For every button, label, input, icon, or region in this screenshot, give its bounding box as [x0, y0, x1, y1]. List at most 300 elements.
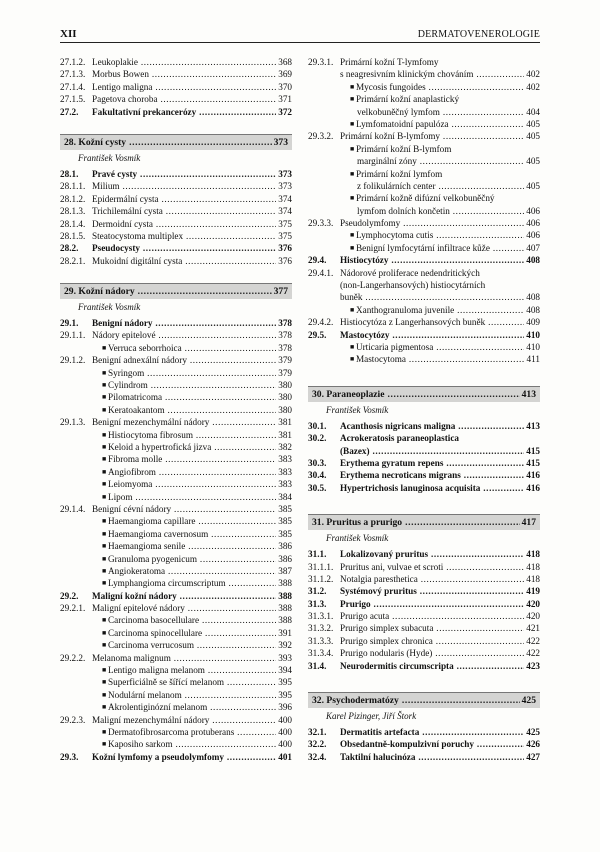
entry-title: ■ Lentigo maligna melanom ..... [102, 664, 276, 676]
toc-bullet-item [308, 118, 540, 130]
entry-page: 416 [526, 482, 540, 493]
toc-bullet-item [60, 689, 292, 701]
toc-bullet-item [60, 342, 292, 354]
toc-bullet-item [60, 453, 292, 465]
entry-title: Obsedantně-kompulzivní poruchy ..... [340, 738, 524, 750]
entry-title: Steatocystoma multiplex ..... [92, 230, 276, 242]
entry-number: 29.1.4. [60, 503, 86, 514]
toc-bullet-item [60, 664, 292, 676]
toc-entry [60, 205, 292, 217]
entry-title: velkobuněčný lymfom ..... [350, 106, 524, 118]
entry-title: Milium ..... [92, 180, 276, 192]
chapter-title: 31. Pruritus a prurigo ..... [312, 517, 520, 528]
entry-title: Prurigo acuta ..... [340, 610, 524, 622]
entry-page: 369 [278, 69, 292, 80]
chapter-title: 30. Paraneoplazie ..... [312, 389, 520, 400]
entry-title: Histiocytózy ..... [340, 254, 524, 266]
entry-title: Dermoidní cysta ..... [92, 218, 276, 230]
entry-page: 383 [278, 479, 292, 490]
entry-page: 392 [278, 640, 292, 651]
entry-number: 28.2. [60, 243, 79, 254]
entry-title: s neagresivním klinickým chováním ..... [340, 68, 524, 80]
toc-entry [308, 68, 540, 80]
chapter-page: 425 [521, 695, 536, 707]
chapter-heading [308, 514, 540, 530]
entry-number: 31.3.4. [308, 648, 334, 659]
entry-title: Pseudolymfomy ..... [340, 217, 524, 229]
entry-title: ■ Leiomyoma ..... [102, 478, 276, 490]
entry-title: marginální zóny ..... [350, 155, 524, 167]
entry-number: 29.3.1. [308, 57, 334, 67]
entry-number: 29.2.2. [60, 652, 86, 663]
entry-page: 405 [526, 180, 540, 191]
entry-page: 423 [526, 660, 540, 671]
entry-title: ■ Nodulární melanom ..... [102, 689, 276, 701]
entry-title: ■ Keloid a hypertrofická jizva ..... [102, 441, 276, 453]
entry-number: 31.3. [308, 598, 327, 609]
entry-page: 379 [278, 355, 292, 366]
entry-number: 28.1.3. [60, 206, 86, 217]
entry-title: ■ Kaposiho sarkom ..... [102, 738, 276, 750]
entry-title: Benigní mezenchymální nádory ..... [92, 416, 276, 428]
entry-title: Kožní lymfomy a pseudolymfomy ..... [92, 751, 276, 763]
entry-page: 421 [526, 623, 540, 634]
toc-entry [308, 598, 540, 610]
entry-number: 27.2. [60, 106, 79, 117]
entry-page: 378 [278, 318, 292, 329]
entry-page: 415 [526, 457, 540, 468]
entry-page: 407 [526, 242, 540, 253]
toc-entry [308, 469, 540, 481]
entry-title: Leukoplakie ..... [92, 56, 276, 68]
toc-entry [308, 217, 540, 229]
entry-number: 29.3.3. [308, 218, 334, 229]
toc-bullet-item [60, 614, 292, 626]
entry-number: 27.1.4. [60, 81, 86, 92]
entry-number: 29.1.3. [60, 417, 86, 428]
entry-page: 380 [278, 392, 292, 403]
toc-bullet-item [60, 379, 292, 391]
entry-page: 378 [278, 342, 292, 353]
toc-entry [60, 81, 292, 93]
entry-title: ■ Verruca seborrhoica ..... [102, 342, 276, 354]
entry-title: Maligní mezenchymální nádory ..... [92, 714, 276, 726]
entry-title: Lentigo maligna ..... [92, 81, 276, 93]
entry-page: 406 [526, 230, 540, 241]
entry-title: ■ Granuloma pyogenicum ..... [102, 553, 276, 565]
toc-bullet-item [308, 192, 540, 204]
toc-bullet-item [60, 491, 292, 503]
toc-entry [308, 56, 540, 68]
toc-entry [60, 416, 292, 428]
entry-title: Maligní kožní nádory ..... [92, 590, 276, 602]
chapter-page: 413 [521, 388, 536, 400]
entry-title: ■ Lymphangioma circumscriptum ..... [102, 577, 276, 589]
entry-number: 30.3. [308, 457, 327, 468]
entry-title: Nádorové proliferace nedendritických [340, 267, 480, 278]
chapter-authors: František Vosmík [78, 152, 141, 163]
entry-page: 400 [278, 726, 292, 737]
toc-bullet-item [60, 639, 292, 651]
entry-page: 416 [526, 470, 540, 481]
toc-bullet-item [60, 676, 292, 688]
entry-title: Hypertrichosis lanuginosa acquisita ..... [340, 482, 524, 494]
toc-bullet-item [60, 478, 292, 490]
entry-page: 378 [278, 330, 292, 341]
entry-title: Melanoma malignum ..... [92, 652, 276, 664]
entry-page: 402 [526, 69, 540, 80]
entry-title: ■ Carcinoma basocellulare ..... [102, 614, 276, 626]
entry-page: 418 [526, 573, 540, 584]
entry-number: 28.1.1. [60, 181, 86, 192]
toc-bullet-item [60, 404, 292, 416]
entry-title: ■ Fibroma molle ..... [102, 453, 276, 465]
entry-number: 29.2.3. [60, 714, 86, 725]
entry-page: 376 [278, 255, 292, 266]
toc-entry [308, 561, 540, 573]
toc-entry [60, 317, 292, 329]
entry-title: ■ Dermatofibrosarcoma protuberans ..... [102, 726, 276, 738]
entry-title: Pravé cysty ..... [92, 168, 276, 180]
entry-page: 383 [278, 466, 292, 477]
entry-title: Erythema necroticans migrans ..... [340, 469, 524, 481]
entry-title: Mastocytózy ..... [340, 329, 524, 341]
toc-bullet-item [60, 391, 292, 403]
toc-bullet-item [308, 304, 540, 316]
entry-number: 32.1. [308, 727, 327, 738]
toc-bullet-item [308, 341, 540, 353]
entry-title: Benigní cévní nádory ..... [92, 503, 276, 515]
entry-page: 381 [278, 429, 292, 440]
toc-bullet-item [60, 627, 292, 639]
toc-bullet-item [308, 242, 540, 254]
entry-number: 30.2. [308, 433, 327, 444]
entry-page: 406 [526, 218, 540, 229]
entry-number: 31.4. [308, 660, 327, 671]
entry-title: buněk ..... [340, 291, 524, 303]
entry-title: ■ Primární kožně difúzní velkobuněčný [350, 192, 538, 204]
toc-entry [308, 751, 540, 763]
entry-page: 418 [526, 561, 540, 572]
entry-title: ■ Urticaria pigmentosa ..... [350, 341, 524, 353]
entry-page: 427 [526, 751, 540, 762]
entry-number: 29.4.2. [308, 317, 334, 328]
toc-entry [308, 445, 540, 457]
entry-title: ■ Mycosis fungoides ..... [350, 81, 524, 93]
entry-title: Erythema gyratum repens ..... [340, 457, 524, 469]
entry-title: Systémový pruritus ..... [340, 585, 524, 597]
entry-title: Benigní adnexální nádory ..... [92, 354, 276, 366]
entry-title: Benigní nádory ..... [92, 317, 276, 329]
toc-entry [308, 573, 540, 585]
entry-title: ■ Haemangioma cavernosum ..... [102, 528, 276, 540]
toc-entry [308, 622, 540, 634]
entry-title: ■ Keratoakantom ..... [102, 404, 276, 416]
entry-title: ■ Akrolentiginózní melanom ..... [102, 701, 276, 713]
entry-number: 28.1.4. [60, 218, 86, 229]
toc-entry [60, 106, 292, 118]
entry-title: Prurigo simplex chronica ..... [340, 635, 524, 647]
entry-title: Nádory epitelové ..... [92, 329, 276, 341]
entry-page: 396 [278, 702, 292, 713]
entry-page: 385 [278, 528, 292, 539]
entry-page: 388 [278, 590, 292, 601]
toc-bullet-item [60, 429, 292, 441]
entry-number: 30.4. [308, 470, 327, 481]
entry-title: ■ Angiofibrom ..... [102, 466, 276, 478]
toc-bullet-item [60, 540, 292, 552]
toc-entry [308, 155, 540, 167]
toc-entry [60, 751, 292, 763]
entry-number: 31.3.1. [308, 611, 334, 622]
entry-page: 381 [278, 417, 292, 428]
entry-title: Maligní epitelové nádory ..... [92, 602, 276, 614]
entry-title: Epidermální cysta ..... [92, 193, 276, 205]
toc-bullet-item [60, 367, 292, 379]
entry-page: 394 [278, 665, 292, 676]
entry-title: ■ Carcinoma verrucosum ..... [102, 639, 276, 651]
entry-title: ■ Lymfomatoidní papulóza ..... [350, 118, 524, 130]
entry-title: Trichilemální cysta ..... [92, 205, 276, 217]
toc-bullet-item [60, 577, 292, 589]
toc-entry [60, 168, 292, 180]
entry-title: ■ Xanthogranuloma juvenile ..... [350, 304, 524, 316]
page-header [60, 28, 540, 43]
entry-title: ■ Angiokeratoma ..... [102, 565, 276, 577]
entry-page: 386 [278, 541, 292, 552]
toc-bullet-item [308, 143, 540, 155]
column-gap [308, 672, 540, 676]
toc-entry [308, 180, 540, 192]
entry-title: ■ Haemangioma senile ..... [102, 540, 276, 552]
entry-title: Acanthosis nigricans maligna ..... [340, 420, 524, 432]
entry-title: Dermatitis artefacta ..... [340, 726, 524, 738]
entry-title: Taktilní halucinóza ..... [340, 751, 524, 763]
toc-entry [60, 503, 292, 515]
entry-title: ■ Primární kožní anaplastický [350, 93, 538, 105]
entry-page: 395 [278, 677, 292, 688]
entry-number: 29.3.2. [308, 131, 334, 142]
entry-page: 373 [278, 181, 292, 192]
entry-title: (Bazex) ..... [340, 445, 524, 457]
toc-entry [60, 714, 292, 726]
toc-bullet-item [308, 353, 540, 365]
toc-entry [60, 180, 292, 192]
entry-number: 28.2.1. [60, 255, 86, 266]
entry-title: z folikulárních center ..... [350, 180, 524, 192]
entry-page: 404 [526, 106, 540, 117]
entry-number: 31.3.2. [308, 623, 334, 634]
chapter-authors: Karel Pizinger, Jiří Štork [326, 711, 417, 722]
entry-page: 420 [526, 598, 540, 609]
entry-page: 426 [526, 739, 540, 750]
toc-column-right [308, 56, 540, 763]
entry-page: 425 [526, 727, 540, 738]
entry-page: 382 [278, 441, 292, 452]
toc-entry [60, 68, 292, 80]
entry-number: 29.5. [308, 329, 327, 340]
entry-page: 400 [278, 739, 292, 750]
toc-entry [308, 610, 540, 622]
toc-entry [60, 652, 292, 664]
toc-entry [308, 329, 540, 341]
entry-title: ■ Lipom ..... [102, 491, 276, 503]
entry-number: 31.1.2. [308, 573, 334, 584]
toc-entry [308, 291, 540, 303]
entry-page: 406 [526, 205, 540, 216]
chapter-authors: František Vosmík [326, 533, 389, 544]
toc-entry [308, 254, 540, 266]
entry-title: ■ Histiocytoma fibrosum ..... [102, 429, 276, 441]
toc-entry [308, 660, 540, 672]
toc-entry [60, 193, 292, 205]
entry-page: 372 [278, 106, 292, 117]
entry-page: 374 [278, 206, 292, 217]
entry-title: (non-Langerhansových) histiocytárních [340, 280, 486, 291]
entry-title: Fakultativní prekancerózy ..... [92, 106, 276, 118]
entry-title: ■ Lymphocytoma cutis ..... [350, 229, 524, 241]
entry-page: 386 [278, 553, 292, 564]
entry-title: Primární kožní B-lymfomy ..... [340, 130, 524, 142]
entry-title: ■ Superficiálně se šířící melanom ..... [102, 676, 276, 688]
toc-bullet-item [60, 701, 292, 713]
entry-number: 29.3. [60, 751, 79, 762]
entry-page: 415 [526, 445, 540, 456]
entry-page: 408 [526, 304, 540, 315]
entry-number: 29.2. [60, 590, 79, 601]
entry-page: 401 [278, 751, 292, 762]
entry-page: 370 [278, 81, 292, 92]
toc-bullet-item [60, 515, 292, 527]
toc-bullet-item [308, 81, 540, 93]
entry-number: 31.1.1. [308, 561, 334, 572]
toc-entry [308, 130, 540, 142]
toc-bullet-item [60, 441, 292, 453]
entry-number: 29.4.1. [308, 267, 334, 278]
entry-number: 32.2. [308, 739, 327, 750]
toc-entry [60, 590, 292, 602]
entry-title: lymfom dolních končetin ..... [350, 205, 524, 217]
entry-page: 380 [278, 404, 292, 415]
entry-title: Neurodermitis circumscripta ..... [340, 660, 524, 672]
entry-title: Mukoidní digitální cysta ..... [92, 255, 276, 267]
entry-title: Primární kožní T-lymfomy [340, 57, 439, 67]
entry-page: 375 [278, 218, 292, 229]
toc-entry [60, 230, 292, 242]
entry-page: 405 [526, 156, 540, 167]
running-title: DERMATOVENEROLOGIE [417, 29, 540, 40]
chapter-page: 373 [273, 136, 288, 148]
entry-title: ■ Benigní lymfocytární infiltrace kůže ..... [350, 242, 524, 254]
toc-entry [308, 647, 540, 659]
toc-entry [60, 242, 292, 254]
toc-bullet-item [60, 738, 292, 750]
entry-page: 395 [278, 689, 292, 700]
toc-entry [308, 205, 540, 217]
toc-entry [308, 316, 540, 328]
entry-page: 410 [526, 341, 540, 352]
entry-page: 391 [278, 627, 292, 638]
toc-entry [308, 457, 540, 469]
entry-number: 31.1. [308, 549, 327, 560]
entry-page: 379 [278, 367, 292, 378]
chapter-title: 28. Kožní cysty ..... [64, 137, 272, 148]
entry-number: 27.1.2. [60, 57, 86, 67]
entry-page: 393 [278, 652, 292, 663]
entry-number: 32.4. [308, 751, 327, 762]
toc-entry [308, 482, 540, 494]
toc-entry [60, 329, 292, 341]
entry-number: 28.1.5. [60, 230, 86, 241]
entry-title: Prurigo simplex subacuta ..... [340, 622, 524, 634]
entry-page: 410 [526, 329, 540, 340]
entry-page: 402 [526, 81, 540, 92]
toc-bullet-item [308, 229, 540, 241]
chapter-authors: František Vosmík [326, 404, 389, 415]
chapter-title: 32. Psychodermatózy ..... [312, 695, 520, 706]
toc-entry [308, 420, 540, 432]
toc-bullet-item [60, 528, 292, 540]
entry-title: ■ Primární kožní lymfom [350, 168, 538, 180]
entry-title: Histiocytóza z Langerhansových buněk ..... [340, 316, 524, 328]
entry-number: 28.1.2. [60, 193, 86, 204]
chapter-heading [60, 283, 292, 299]
toc-entry [60, 255, 292, 267]
chapter-heading [308, 386, 540, 402]
entry-page: 368 [278, 57, 292, 67]
entry-page: 409 [526, 317, 540, 328]
entry-page: 420 [526, 611, 540, 622]
entry-title: Acrokeratosis paraneoplastica [340, 433, 460, 444]
entry-page: 419 [526, 586, 540, 597]
entry-page: 380 [278, 380, 292, 391]
toc-entry [60, 56, 292, 68]
entry-number: 29.1.1. [60, 330, 86, 341]
entry-number: 30.5. [308, 482, 327, 493]
entry-number: 28.1. [60, 168, 79, 179]
entry-title: Notalgia paresthetica ..... [340, 573, 524, 585]
chapter-heading [308, 692, 540, 708]
toc-bullet-item [60, 565, 292, 577]
toc-entry [308, 106, 540, 118]
chapter-page: 417 [521, 517, 536, 529]
toc-entry [308, 267, 540, 279]
toc-bullet-item [60, 726, 292, 738]
entry-title: Prurigo nodularis (Hyde) ..... [340, 647, 524, 659]
toc-entry [308, 635, 540, 647]
toc-entry [60, 93, 292, 105]
column-gap [308, 494, 540, 498]
chapter-title: 29. Kožní nádory ..... [64, 286, 272, 297]
entry-page: 405 [526, 118, 540, 129]
entry-page: 383 [278, 454, 292, 465]
entry-title: ■ Haemangioma capillare ..... [102, 515, 276, 527]
toc-entry [308, 738, 540, 750]
entry-page: 374 [278, 193, 292, 204]
entry-page: 418 [526, 549, 540, 560]
entry-title: ■ Cylindrom ..... [102, 379, 276, 391]
entry-page: 384 [278, 491, 292, 502]
entry-page: 413 [526, 420, 540, 431]
entry-title: Morbus Bowen ..... [92, 68, 276, 80]
toc-entry [60, 602, 292, 614]
toc-entry [308, 548, 540, 560]
toc-entry [308, 432, 540, 444]
entry-number: 29.4. [308, 255, 327, 266]
toc-entry [308, 585, 540, 597]
page-number: XII [60, 28, 77, 40]
entry-page: 411 [526, 354, 540, 365]
